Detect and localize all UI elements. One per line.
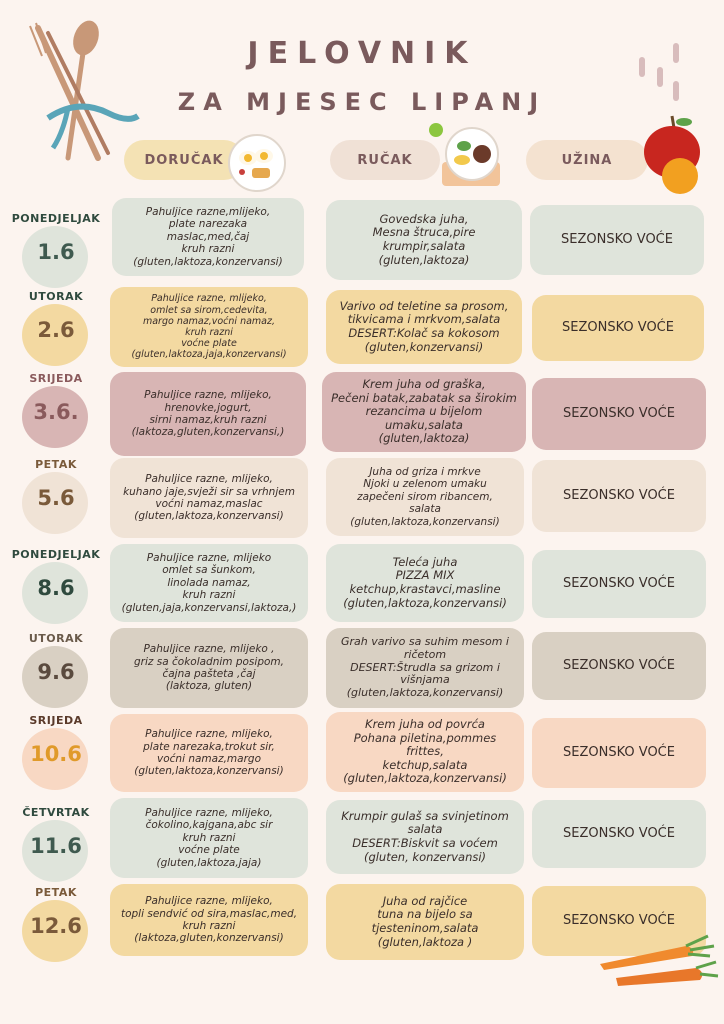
header-breakfast-label: DORUČAK <box>144 152 224 168</box>
lunch-plate-icon <box>428 122 508 190</box>
day-row-6-label <box>6 632 106 712</box>
snack-cell <box>532 800 706 868</box>
breakfast-cell <box>110 372 306 456</box>
snack-cell <box>532 295 704 361</box>
lunch-cell <box>326 290 522 364</box>
lunch-cell <box>326 458 524 536</box>
carrots-icon <box>596 934 720 994</box>
date-number: 9.6 <box>37 660 75 684</box>
breakfast-cell <box>110 544 308 622</box>
breakfast-text: Pahuljice razne, mlijeko, hrenovke,jogurt, sirni namaz,kruh razni (laktoza,gluten,konzervansi,) <box>131 389 285 439</box>
header-snack <box>526 140 648 180</box>
lunch-text: Juha od rajčice tuna na bijelo sa tjesteninom,salata (gluten,laktoza ) <box>371 893 479 949</box>
lunch-cell <box>322 372 526 452</box>
apple-orange-icon <box>640 112 710 200</box>
lunch-cell <box>326 884 524 960</box>
day-name: SRIJEDA <box>29 714 83 727</box>
day-name: UTORAK <box>28 632 84 645</box>
lunch-text: Juha od griza i mrkve Njoki u zelenom umaku zapečeni sirom ribancem, salata (gluten,laktoza,konzervansi) <box>350 466 500 528</box>
lunch-text: Krem juha od povrća Pohana piletina,pommes frittes, ketchup,salata (gluten,laktoza,konzervansi) <box>343 717 507 786</box>
day-name: SRIJEDA <box>29 372 83 385</box>
breakfast-text: Pahuljice razne, mlijeko, plate narezaka,trokut sir, voćni namaz,margo (gluten,laktoza,konzervansi) <box>134 728 284 778</box>
day-name: UTORAK <box>28 290 84 303</box>
snack-text: SEZONSKO VOĆE <box>563 913 675 929</box>
breakfast-text: Pahuljice razne, mlijeko, kuhano jaje,svježi sir sa vrhnjem voćni namaz,maslac (gluten,laktoza,konzervansi) <box>123 473 295 523</box>
day-row-5-label <box>6 548 106 628</box>
date-number: 10.6 <box>30 742 82 766</box>
cutlery-icon <box>8 8 148 168</box>
lunch-text: Krem juha od graška, Pečeni batak,zabatak sa širokim rezancima u bijelom umaku,salata (gluten,laktoza) <box>331 377 517 446</box>
snack-text: SEZONSKO VOĆE <box>563 826 675 842</box>
date-number: 1.6 <box>37 240 75 264</box>
breakfast-text: Pahuljice razne, mlijeko omlet sa šunkom, linolada namaz, kruh razni (gluten,jaja,konzervansi,laktoza,) <box>121 552 297 614</box>
page-subtitle: ZA MJESEC LIPANJ <box>177 88 547 116</box>
snack-text: SEZONSKO VOĆE <box>563 576 675 592</box>
snack-text: SEZONSKO VOĆE <box>563 406 675 422</box>
steam-icon <box>632 40 692 110</box>
day-name: PONEDJELJAK <box>11 212 101 225</box>
date-number: 12.6 <box>30 914 82 938</box>
snack-cell <box>532 460 706 532</box>
snack-text: SEZONSKO VOĆE <box>562 320 674 336</box>
breakfast-cell <box>110 287 308 367</box>
breakfast-text: Pahuljice razne, mlijeko, čokolino,kajgana,abc sir kruh razni voćne plate (gluten,laktoza,jaja) <box>145 807 273 869</box>
breakfast-text: Pahuljice razne,mlijeko, plate narezaka maslac,med,čaj kruh razni (gluten,laktoza,konzervansi) <box>133 206 283 268</box>
day-row-2-label <box>6 290 106 370</box>
snack-text: SEZONSKO VOĆE <box>561 232 673 248</box>
snack-text: SEZONSKO VOĆE <box>563 745 675 761</box>
day-row-9-label <box>6 886 106 966</box>
breakfast-cell <box>110 884 308 956</box>
snack-cell <box>532 378 706 450</box>
lunch-text: Teleća juha PIZZA MIX ketchup,krastavci,masline (gluten,laktoza,konzervansi) <box>343 554 507 610</box>
lunch-text: Krumpir gulaš sa svinjetinom salata DESERT:Biskvit sa voćem (gluten, konzervansi) <box>341 808 509 864</box>
date-number: 3.6. <box>33 400 79 424</box>
day-name: PONEDJELJAK <box>11 548 101 561</box>
day-row-7-label <box>6 714 106 794</box>
date-number: 11.6 <box>30 834 82 858</box>
day-row-1-label <box>6 212 106 292</box>
lunch-cell <box>326 800 524 874</box>
day-name: PETAK <box>35 458 77 471</box>
lunch-text: Govedska juha, Mesna štruca,pire krumpir,salata (gluten,laktoza) <box>372 211 476 267</box>
page-title: JELOVNIK <box>247 36 477 71</box>
lunch-cell <box>326 200 522 280</box>
lunch-cell <box>326 544 524 622</box>
lunch-cell <box>326 712 524 792</box>
breakfast-plate-icon <box>226 132 288 194</box>
day-row-4-label <box>6 458 106 538</box>
header-lunch <box>330 140 440 180</box>
day-row-8-label <box>6 806 106 886</box>
breakfast-cell <box>110 714 308 792</box>
breakfast-text: Pahuljice razne, mlijeko, omlet sa sirom,cedevita, margo namaz,voćni namaz, kruh razni voćne plate (gluten,laktoza,jaja,konzervansi) <box>131 293 287 361</box>
breakfast-cell <box>110 628 308 708</box>
header-snack-label: UŽINA <box>561 152 613 168</box>
snack-cell <box>532 718 706 788</box>
header-lunch-label: RUČAK <box>357 152 413 168</box>
snack-cell <box>532 550 706 618</box>
lunch-text: Grah varivo sa suhim mesom i ričetom DESERT:Štrudla sa grizom i višnjama (gluten,laktoza,konzervansi) <box>341 634 509 700</box>
breakfast-text: Pahuljice razne, mlijeko , griz sa čokoladnim posipom, čajna pašteta ,čaj (laktoza, gluten) <box>134 643 284 693</box>
day-name: ČETVRTAK <box>22 806 90 819</box>
date-number: 8.6 <box>37 576 75 600</box>
snack-cell <box>532 632 706 700</box>
snack-text: SEZONSKO VOĆE <box>563 488 675 504</box>
breakfast-cell <box>110 458 308 538</box>
date-number: 2.6 <box>37 318 75 342</box>
breakfast-cell <box>112 198 304 276</box>
lunch-text: Varivo od teletine sa prosom, tikvicama i mrkvom,salata DESERT:Kolač sa kokosom (gluten,konzervansi) <box>339 298 509 354</box>
day-name: PETAK <box>35 886 77 899</box>
snack-cell <box>530 205 704 275</box>
snack-text: SEZONSKO VOĆE <box>563 658 675 674</box>
breakfast-text: Pahuljice razne, mlijeko, topli sendvić od sira,maslac,med, kruh razni (laktoza,gluten,konzervansi) <box>120 895 298 945</box>
breakfast-cell <box>110 798 308 878</box>
lunch-cell <box>326 628 524 708</box>
date-number: 5.6 <box>37 486 75 510</box>
day-row-3-label <box>6 372 106 452</box>
